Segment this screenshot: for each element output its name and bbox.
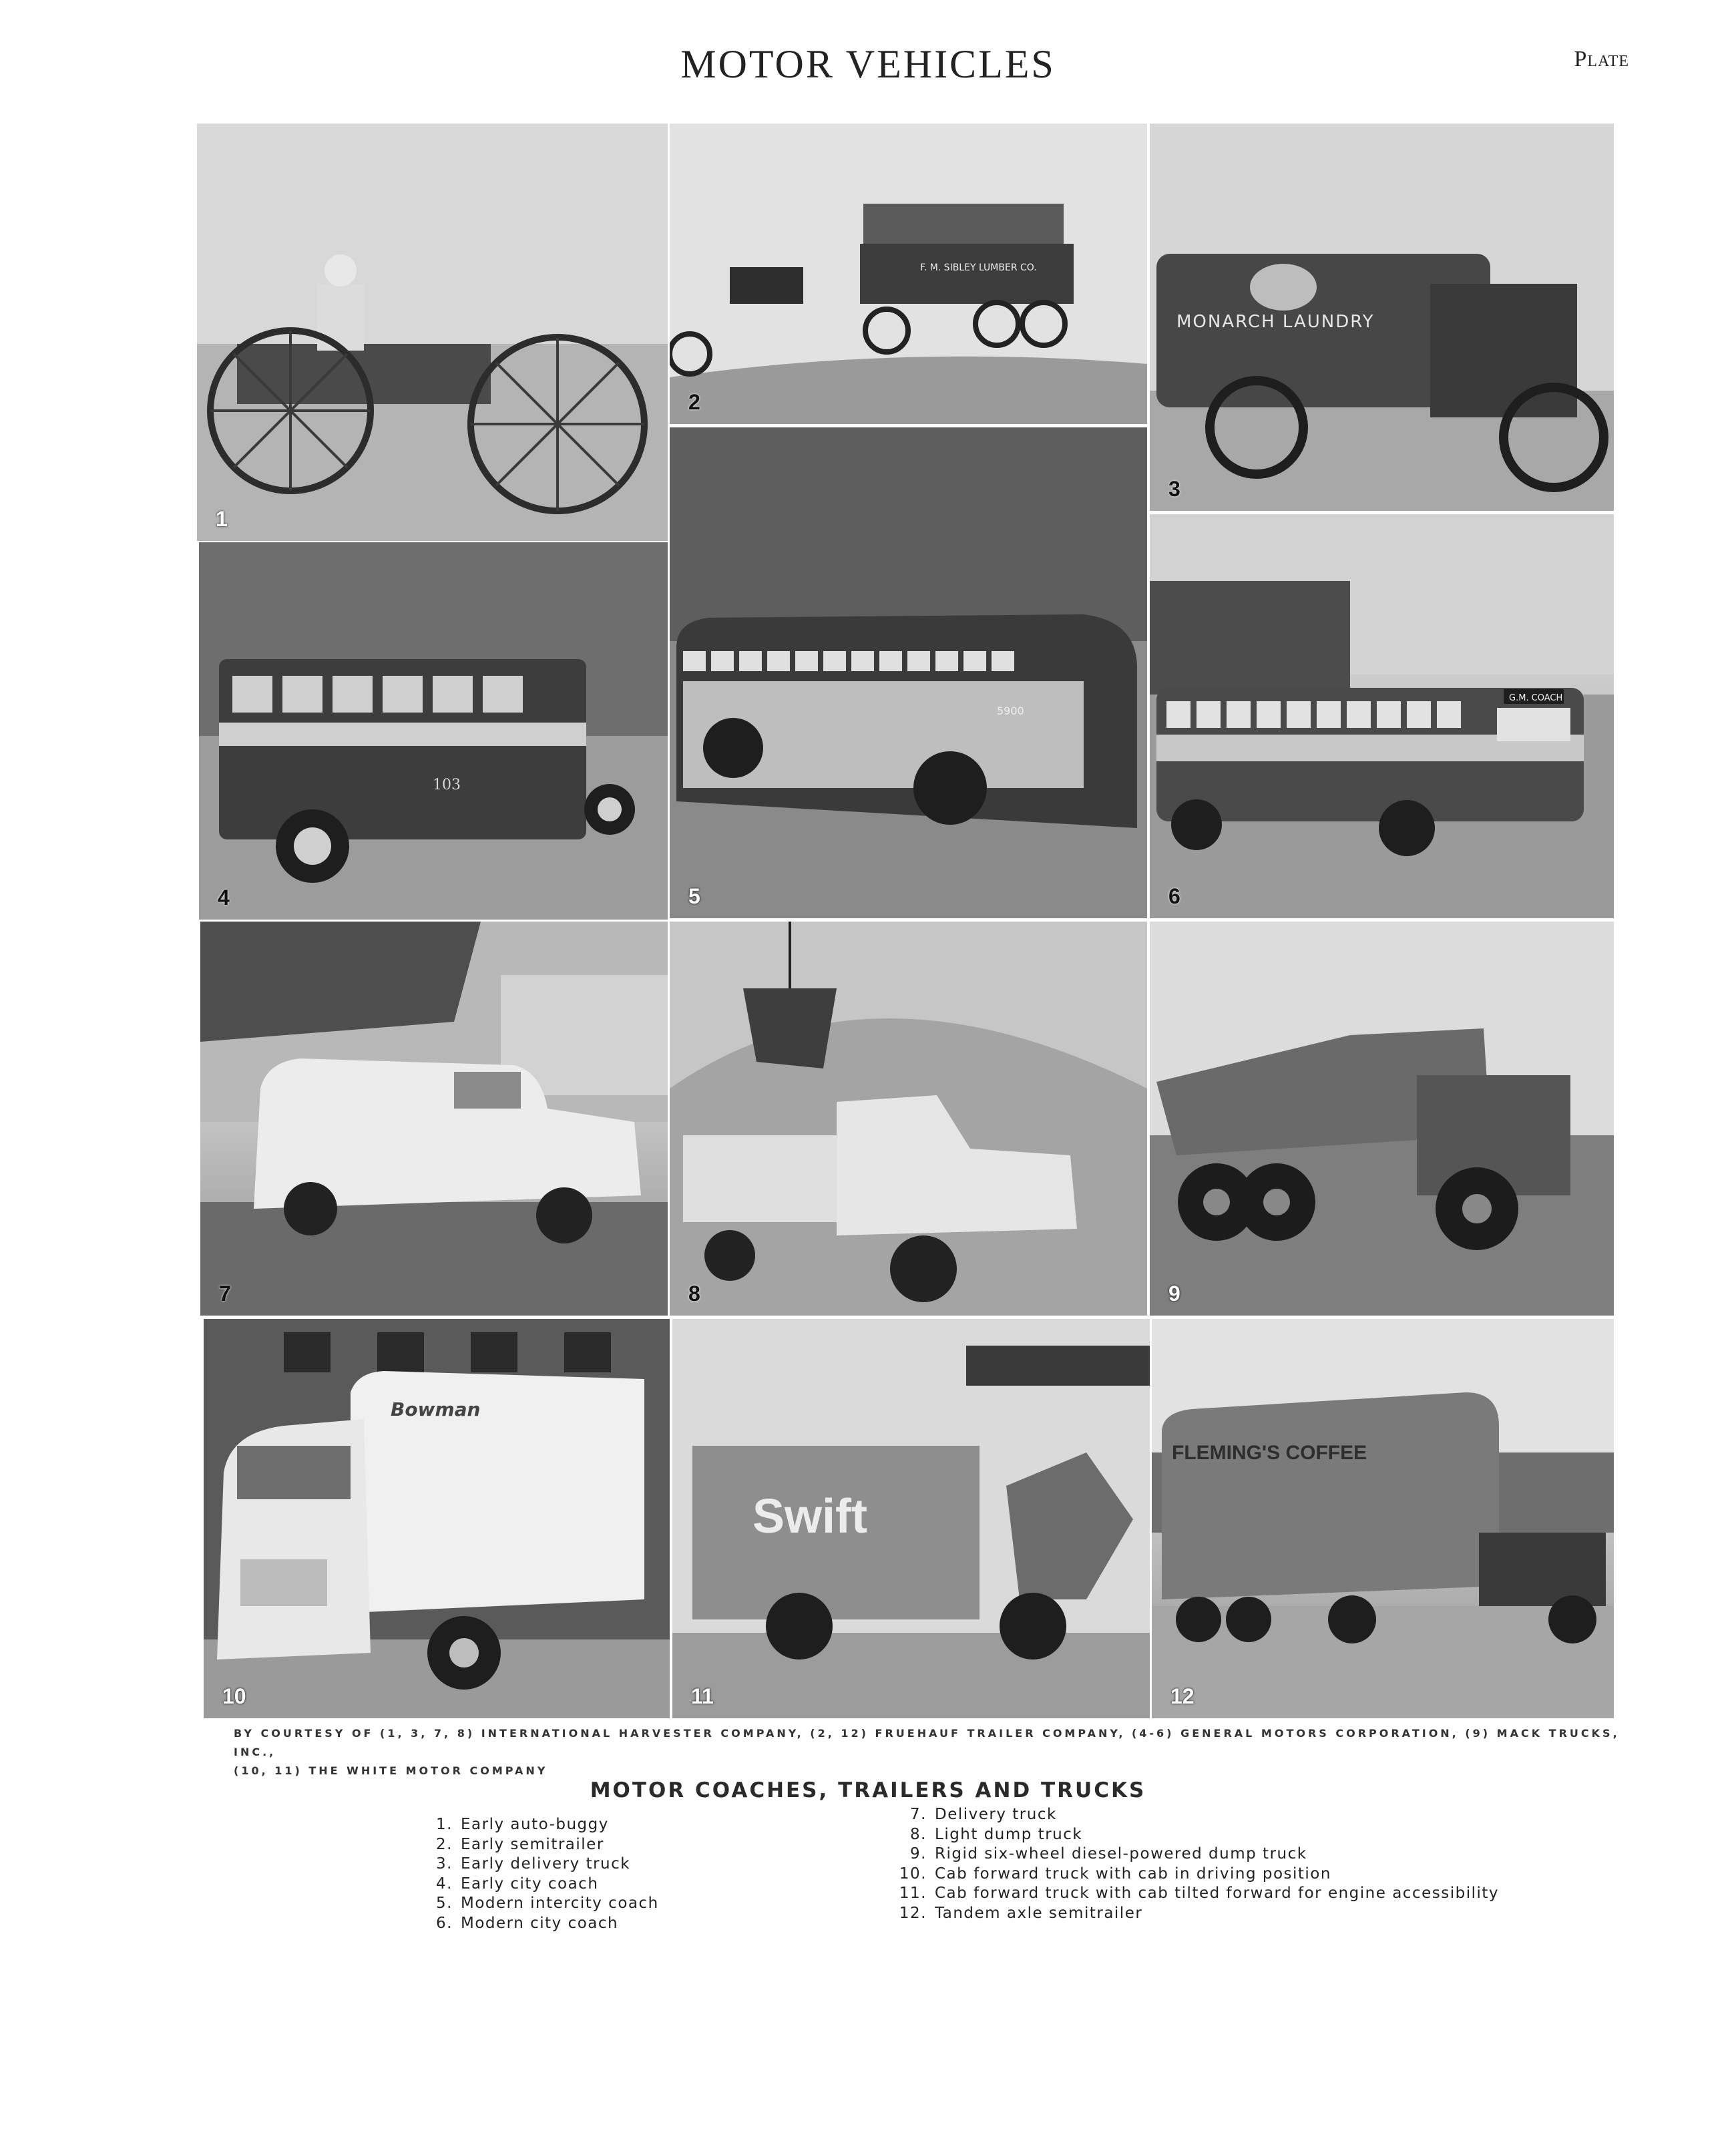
photo-3-early-delivery-truck: [1150, 124, 1614, 511]
photo-number: 2: [688, 390, 700, 414]
photo-number: 6: [1168, 884, 1180, 908]
caption-number: 1.: [436, 1816, 453, 1833]
photo-number: 10: [222, 1684, 246, 1708]
photo-12-tandem-axle-semitrailer: [1152, 1319, 1614, 1718]
photo-number: 1: [216, 507, 228, 531]
caption-item: [888, 1865, 1499, 1885]
caption-item: [414, 1815, 659, 1835]
caption-text: Early city coach: [461, 1875, 599, 1893]
light-dump-truck-illustration: [670, 922, 1147, 1316]
panel-delivery-truck-illustration: [200, 922, 668, 1316]
caption-list-left: [414, 1815, 659, 1933]
credits-line-2: (10, 11) THE WHITE MOTOR COMPANY: [234, 1764, 548, 1777]
photo-7-delivery-truck: [200, 922, 668, 1316]
caption-item: [888, 1884, 1499, 1904]
signage-monarch: MONARCH LAUNDRY: [1176, 312, 1375, 332]
caption-item: [888, 1805, 1499, 1825]
photo-number: 8: [688, 1282, 700, 1306]
caption-text: Rigid six-wheel diesel-powered dump truck: [935, 1845, 1307, 1863]
caption-number: 12.: [899, 1904, 927, 1922]
photo-1-early-auto-buggy: [197, 124, 668, 541]
caption-number: 7.: [910, 1806, 927, 1823]
caption-item: [414, 1875, 659, 1895]
photo-number: 7: [219, 1282, 231, 1306]
plate-subtitle: MOTOR COACHES, TRAILERS AND TRUCKS: [590, 1778, 1146, 1802]
delivery-truck-illustration: [1150, 124, 1614, 511]
caption-item: [414, 1855, 659, 1875]
tilted-cab-truck-illustration: [672, 1319, 1150, 1718]
photo-4-early-city-coach: [199, 542, 668, 920]
signage-swift: Swift: [752, 1490, 867, 1543]
semitrailer-illustration: [670, 124, 1147, 424]
caption-number: 8.: [910, 1825, 927, 1843]
caption-number: 5.: [436, 1895, 453, 1912]
photo-number: 9: [1168, 1282, 1180, 1306]
photo-5-modern-intercity-coach: [670, 427, 1147, 918]
intercity-coach-illustration: [670, 427, 1147, 918]
credits-line-1: BY COURTESY OF (1, 3, 7, 8) INTERNATIONAL HARVESTER COMPANY, (2, 12) FRUEHAUF TRAILER COMPANY, (4-6) GENERAL MOTORS CORPORATION, (9) MACK TRUCKS, INC.,: [234, 1727, 1620, 1758]
photo-6-modern-city-coach: [1150, 514, 1614, 918]
page-title: MOTOR VEHICLES: [680, 42, 1056, 86]
photo-8-light-dump-truck: [670, 922, 1147, 1316]
photo-number: 4: [218, 886, 230, 910]
photo-10-cab-forward-driving: [204, 1319, 670, 1718]
six-wheel-dump-truck-illustration: [1150, 922, 1614, 1316]
caption-number: 6.: [436, 1914, 453, 1932]
caption-number: 9.: [910, 1845, 927, 1863]
photo-number: 3: [1168, 477, 1180, 501]
caption-text: Modern intercity coach: [461, 1895, 659, 1912]
auto-buggy-illustration: [197, 124, 668, 541]
tandem-semitrailer-illustration: [1152, 1319, 1614, 1718]
caption-text: Light dump truck: [935, 1825, 1083, 1843]
caption-item: [888, 1844, 1499, 1865]
city-coach-illustration: [1150, 514, 1614, 918]
caption-number: 4.: [436, 1875, 453, 1893]
caption-text: Cab forward truck with cab tilted forward for engine accessibility: [935, 1885, 1499, 1902]
destination-sign: G.M. COACH: [1509, 693, 1563, 703]
coach-number: 5900: [997, 705, 1024, 717]
signage-fleming: FLEMING'S COFFEE: [1172, 1442, 1367, 1464]
photo-2-early-semitrailer: [670, 124, 1147, 424]
photo-11-cab-forward-tilted: [672, 1319, 1150, 1718]
caption-text: Early delivery truck: [461, 1855, 631, 1873]
caption-number: 11.: [899, 1885, 927, 1902]
coach-number: 103: [433, 777, 461, 793]
caption-text: Cab forward truck with cab in driving position: [935, 1865, 1331, 1883]
caption-item: [888, 1825, 1499, 1845]
plate-label: Plate: [1574, 47, 1629, 71]
photo-credits: [234, 1724, 1622, 1780]
photo-9-six-wheel-dump-truck: [1150, 922, 1614, 1316]
cab-forward-truck-illustration: [204, 1319, 670, 1718]
early-coach-illustration: [199, 542, 668, 920]
caption-text: Tandem axle semitrailer: [935, 1904, 1143, 1922]
photo-number: 12: [1170, 1684, 1195, 1708]
caption-item: [414, 1914, 659, 1934]
signage-sibley: F. M. SIBLEY LUMBER CO.: [920, 262, 1037, 273]
caption-text: Early semitrailer: [461, 1835, 604, 1853]
caption-item: [414, 1894, 659, 1914]
caption-item: [888, 1904, 1499, 1924]
caption-item: [414, 1835, 659, 1855]
caption-number: 10.: [899, 1865, 927, 1883]
caption-text: Modern city coach: [461, 1914, 619, 1932]
caption-number: 3.: [436, 1855, 453, 1873]
caption-text: Early auto-buggy: [461, 1816, 609, 1833]
photo-number: 11: [691, 1684, 714, 1708]
photo-number: 5: [688, 884, 700, 908]
caption-list-right: [888, 1805, 1499, 1923]
caption-number: 2.: [436, 1835, 453, 1853]
signage-bowman: Bowman: [391, 1398, 481, 1420]
caption-text: Delivery truck: [935, 1806, 1057, 1823]
